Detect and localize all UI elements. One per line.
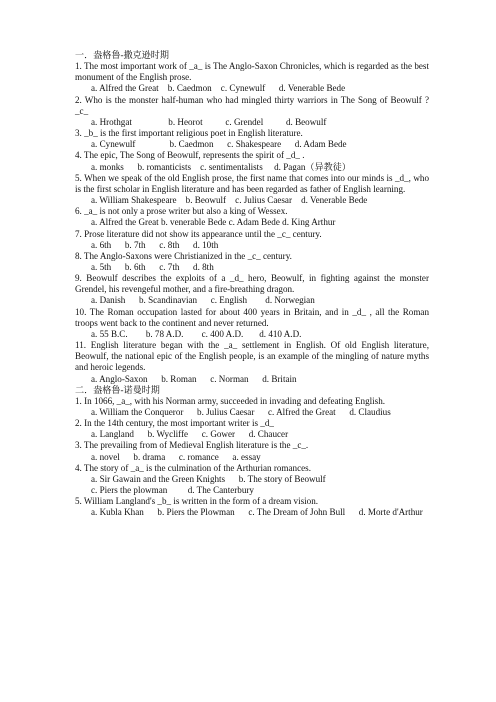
question-text: 5. When we speak of the old English prose, the first name that comes into our minds is _d_, who is the first scholar in English literature and has been regarded as father of English learning. <box>75 172 429 194</box>
answer-options: c. Piers the plowman d. The Canterbury <box>91 485 254 496</box>
section-heading: 二．盎格鲁-诺曼时期 <box>75 384 160 395</box>
answer-options: a. Anglo-Saxon b. Roman c. Norman d. Britain <box>91 373 297 384</box>
answer-options: a. Hrothgat b. Heorot c. Grendel d. Beowulf <box>91 116 327 127</box>
question-text: 1. In 1066, _a_, with his Norman army, succeeded in invading and defeating English. <box>75 395 386 406</box>
question-text: 3. _b_ is the first important religious poet in English literature. <box>75 128 303 139</box>
answer-options: a. Kubla Khan b. Piers the Plowman c. The Dream of John Bull d. Morte d'Arthur <box>91 507 423 518</box>
question-text: 4. The epic, The Song of Beowulf, represents the spirit of _d_ . <box>75 150 305 161</box>
question-item <box>75 206 429 228</box>
question-item <box>75 307 429 340</box>
question-item <box>75 229 429 251</box>
question-text: 2. Who is the monster half-human who had mingled thirty warriors in The Song of Beowulf ? _c_ <box>75 94 429 116</box>
question-text: 4. The story of _a_ is the culmination of the Arthurian romances. <box>75 462 311 473</box>
question-item <box>75 273 429 306</box>
question-item <box>75 61 429 94</box>
question-item <box>75 440 429 462</box>
document-page <box>75 50 429 519</box>
question-item <box>75 418 429 440</box>
answer-options: a. 55 B.C. b. 78 A.D. c. 400 A.D. d. 410 A.D. <box>91 328 302 339</box>
answer-options: a. Alfred the Great b. Caedmon c. Cynewulf d. Venerable Bede <box>91 83 346 94</box>
answer-options: a. monks b. romanticists c. sentimentalists d. Pagan（异教徒） <box>91 161 351 172</box>
answer-options: a. 6th b. 7th c. 8th d. 10th <box>91 239 219 250</box>
question-item <box>75 396 429 418</box>
question-text: 9. Beowulf describes the exploits of a _d_ hero, Beowulf, in fighting against the monster Grendel, his revengeful mother, and a fire-breathing dragon. <box>75 273 429 295</box>
answer-options: a. Alfred the Great b. venerable Bede c. Adam Bede d. King Arthur <box>91 217 336 228</box>
question-item <box>75 496 429 518</box>
question-text: 5. William Langland's _b_ is written in the form of a dream vision. <box>75 496 319 507</box>
question-item <box>75 251 429 273</box>
question-text: 3. The prevailing from of Medieval English literature is the _c_. <box>75 440 309 451</box>
question-item <box>75 173 429 206</box>
answer-options: a. Sir Gawain and the Green Knights b. The story of Beowulf <box>91 473 326 484</box>
answer-options: a. Cynewulf b. Caedmon c. Shakespeare d. Adam Bede <box>91 139 347 150</box>
question-text: 8. The Anglo-Saxons were Christianized in the _c_ century. <box>75 250 292 261</box>
answer-options: a. William Shakespeare b. Beowulf c. Julius Caesar d. Venerable Bede <box>91 195 368 206</box>
answer-options: a. Langland b. Wycliffe c. Gower d. Chaucer <box>91 429 289 440</box>
answer-options: a. novel b. drama c. romance a. essay <box>91 451 261 462</box>
question-text: 7. Prose literature did not show its appearance until the _c_ century. <box>75 228 322 239</box>
question-text: 1. The most important work of _a_ is The Anglo-Saxon Chronicles, which is regarded as the best monument of the English prose. <box>75 61 429 83</box>
question-item <box>75 95 429 128</box>
answer-options: a. Danish b. Scandinavian c. English d. Norwegian <box>91 295 315 306</box>
question-text: 2. In the 14th century, the most important writer is _d_ <box>75 418 274 429</box>
question-item <box>75 128 429 150</box>
question-text: 6. _a_ is not only a prose writer but also a king of Wessex. <box>75 206 288 217</box>
question-item <box>75 463 429 496</box>
answer-options: a. William the Conqueror b. Julius Caesar c. Alfred the Great d. Claudius <box>91 407 391 417</box>
question-text: 10. The Roman occupation lasted for about 400 years in Britain, and in _d_ , all the Roman troops went back to the continent and never returned. <box>75 306 429 328</box>
question-item <box>75 150 429 172</box>
question-text: 11. English literature began with the _a_ settlement in English. Of old English literature, Beowulf, the national epic of the English people, is an example of the mingling of nature myths and heroic legends. <box>75 340 429 373</box>
section-heading: 一．盎格鲁-撒克逊时期 <box>75 50 169 60</box>
question-item <box>75 340 429 385</box>
answer-options: a. 5th b. 6th c. 7th d. 8th <box>91 261 214 272</box>
